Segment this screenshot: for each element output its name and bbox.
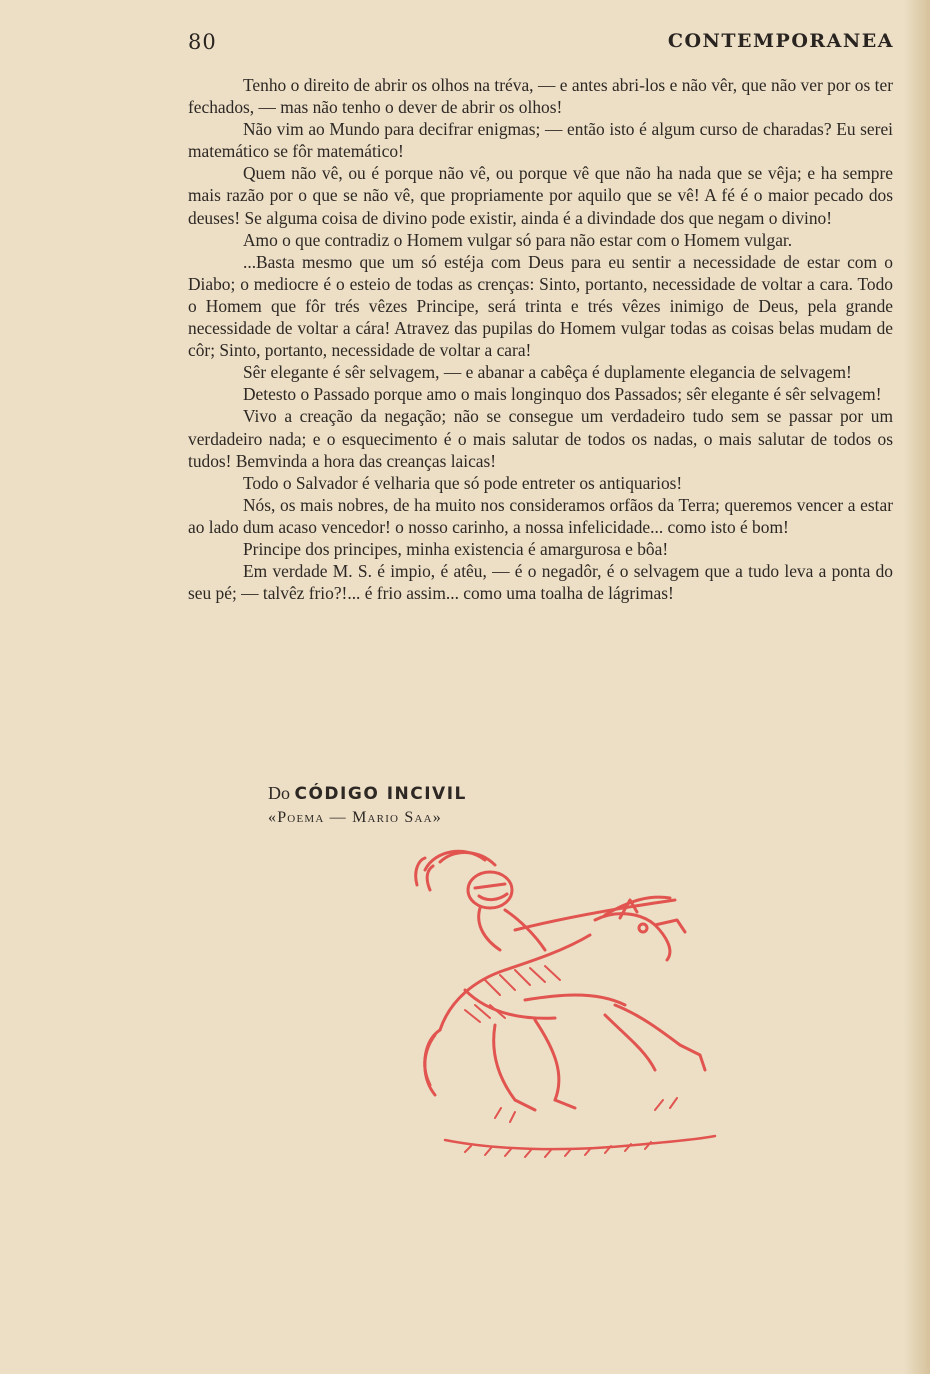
paragraph: Tenho o direito de abrir os olhos na tréva, — e antes abri-los e não vêr, que não ver por os ter fechados, — mas não tenho o dever de abrir os olhos! [188, 75, 893, 118]
source-prefix: Do [268, 783, 290, 803]
paragraph: Todo o Salvador é velharia que só pode entreter os antiquarios! [243, 472, 683, 493]
paragraph: Em verdade M. S. é impio, é atêu, — é o negadôr, é o selvagem que a tudo leva a ponta do seu pé; — talvêz frio?!... é frio assim... como uma toalha de lágrimas! [188, 561, 893, 604]
paragraph: Detesto o Passado porque amo o mais longinquo dos Passados; sêr elegante é sêr selvagem! [243, 384, 882, 405]
source-attribution [268, 780, 467, 827]
source-title: CÓDIGO INCIVIL [294, 784, 467, 804]
paragraph: Vivo a creação da negação; não se consegue um verdadeiro tudo sem se passar por um verdadeiro nada; e o esquecimento é o mais salutar de todos os nadas, o mais salutar de todos os tudos! Bemvinda a hora das creanças laicas! [188, 406, 893, 471]
rider-illustration [405, 840, 725, 1180]
paragraph: Principe dos principes, minha existencia é amargurosa e bôa! [243, 538, 669, 559]
paragraph: ...Basta mesmo que um só estéja com Deus para eu sentir a necessidade de estar com o Diabo; o mediocre é o esteio de todas as crenças: Sinto, portanto, necessidade de voltar a cara. Todo o Homem que fôr trés vêzes Principe, será trinta e trés vêzes inimigo de Deus, pela grande necessidade de voltar a cára! Atravez das pupilas do Homem vulgar todas as coisas belas mudam de côr; Sinto, portanto, necessidade de voltar a cara! [188, 251, 893, 361]
paragraph: Não vim ao Mundo para decifrar enigmas; — então isto é algum curso de charadas? Eu serei matemático se fôr matemático! [188, 119, 893, 162]
source-line [268, 780, 467, 807]
page-edge-shadow [904, 0, 930, 1374]
poem-credit: «Poema — Mario Saa» [268, 809, 442, 826]
paragraph: Amo o que contradiz o Homem vulgar só para não estar com o Homem vulgar. [243, 229, 793, 250]
paragraph: Sêr elegante é sêr selvagem, — e abanar a cabêça é duplamente elegancia de selvagem! [243, 362, 852, 383]
rider-drawing [416, 851, 715, 1157]
running-title: CONTEMPORANEA [667, 30, 894, 52]
paragraph: Nós, os mais nobres, de ha muito nos consideramos orfãos da Terra; queremos vencer a estar ao lado dum acaso vencedor! o nosso carinho, a nossa infelicidade... como isto é bom! [188, 494, 893, 537]
page-number: 80 [188, 30, 217, 54]
body-text [188, 74, 893, 604]
page-header [188, 30, 894, 60]
paragraph: Quem não vê, ou é porque não vê, ou porque vê que não ha nada que se vêja; e ha sempre mais razão por o que se não vê, que propriamente por aquilo que se vê! A fé é o maior pecado dos deuses! Se alguma coisa de divino pode existir, ainda é a divindade dos que negam o divino! [188, 163, 893, 228]
